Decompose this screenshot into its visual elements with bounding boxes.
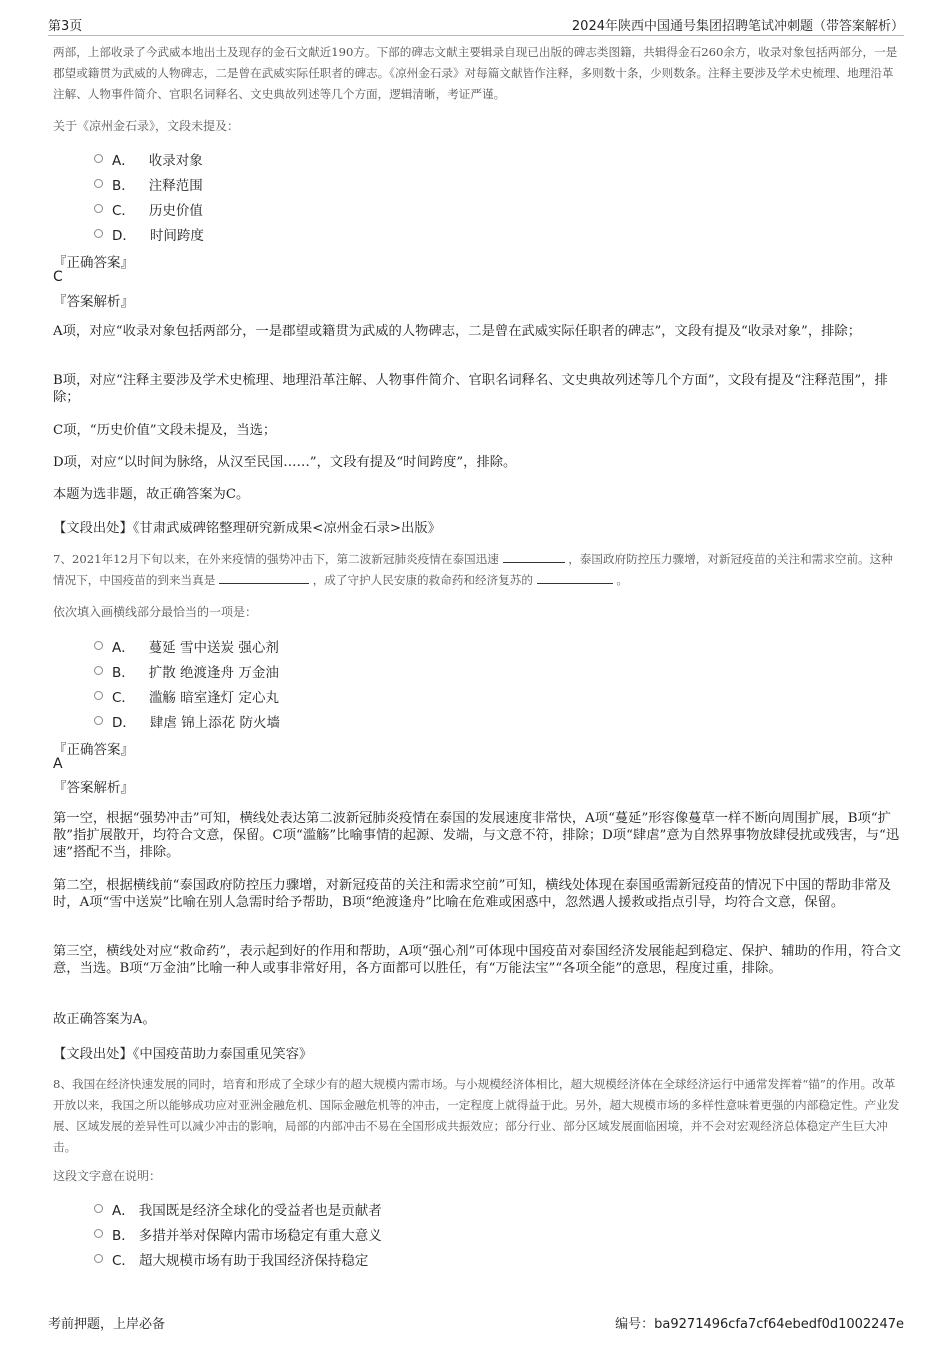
radio-icon[interactable] bbox=[94, 716, 103, 725]
q7-option-d[interactable]: D． 肆虐 锦上添花 防火墙 bbox=[94, 708, 280, 733]
q7-source: 【文段出处】《中国疫苗助力泰国重见笑容》 bbox=[53, 1047, 313, 1062]
q8-option-b[interactable]: B． 多措并举对保障内需市场稳定有重大意义 bbox=[94, 1221, 382, 1246]
q6-option-b[interactable]: B． 注释范围 bbox=[94, 171, 204, 196]
q6-source: 【文段出处】《甘肃武威碑铭整理研究新成果<凉州金石录>出版》 bbox=[53, 521, 441, 536]
q7-option-a[interactable]: A． 蔓延 雪中送炭 强心剂 bbox=[94, 633, 280, 658]
q7-options bbox=[94, 633, 280, 733]
q8-question: 这段文字意在说明： bbox=[53, 1169, 162, 1183]
document-title: 2024年陕西中国通号集团招聘笔试冲刺题（带答案解析） bbox=[571, 19, 904, 34]
q7-analysis-1: 第一空，根据“强势冲击”可知，横线处表达第二波新冠肺炎疫情在泰国的发展速度非常快，A项“蔓延”形容像蔓草一样不断向周围扩展，B项“扩散”指扩展散开，均符合文意，保留。C项“滥觞”比喻事情的起源、发端，与文意不符，排除；D项“肆虐”意为自然界事物放肆侵扰或残害，与“迅速”搭配不当，排除。 bbox=[53, 811, 900, 860]
q6-answer-label: 『正确答案』 bbox=[53, 255, 134, 271]
q7-analysis-3: 第三空，横线处对应“救命药”，表示起到好的作用和帮助，A项“强心剂”可体现中国疫苗对泰国经济发展能起到稳定、保护、辅助的作用，符合文意，当选。B项“万金油”比喻一种人或事非常好用，各方面都可以胜任，有“万能法宝”“各项全能”的意思，程度过重，排除。 bbox=[53, 944, 901, 976]
blank-2 bbox=[219, 572, 309, 584]
radio-icon[interactable] bbox=[94, 204, 103, 213]
q6-option-a[interactable]: A． 收录对象 bbox=[94, 146, 204, 171]
q6-analysis-a: A项，对应“收录对象包括两部分，一是郡望或籍贯为武威的人物碑志，二是曾在武威实际任职者的碑志”，文段有提及“收录对象”，排除； bbox=[53, 324, 862, 339]
q6-option-c[interactable]: C． 历史价值 bbox=[94, 196, 204, 221]
q8-option-a[interactable]: A． 我国既是经济全球化的受益者也是贡献者 bbox=[94, 1196, 382, 1221]
q6-conclusion: 本题为选非题，故正确答案为C。 bbox=[53, 487, 250, 502]
q7-option-c[interactable]: C． 滥觞 暗室逢灯 定心丸 bbox=[94, 683, 280, 708]
radio-icon[interactable] bbox=[94, 1204, 103, 1213]
page-footer bbox=[48, 1313, 904, 1333]
q6-answer: C bbox=[53, 269, 63, 285]
q6-analysis-d: D项，对应“以时间为脉络，从汉至民国……”，文段有提及“时间跨度”，排除。 bbox=[53, 455, 517, 470]
radio-icon[interactable] bbox=[94, 1229, 103, 1238]
q7-question: 依次填入画横线部分最恰当的一项是： bbox=[53, 605, 258, 619]
q7-answer: A bbox=[53, 756, 63, 772]
radio-icon[interactable] bbox=[94, 641, 103, 650]
radio-icon[interactable] bbox=[94, 691, 103, 700]
radio-icon[interactable] bbox=[94, 1254, 103, 1263]
footer-slogan: 考前押题，上岸必备 bbox=[48, 1317, 166, 1332]
page-header bbox=[48, 13, 904, 36]
document-id: 编号：ba9271496cfa7cf64ebedf0d1002247e bbox=[615, 1317, 904, 1332]
q7-stem: 7、2021年12月下旬以来，在外来疫情的强势冲击下，第二波新冠肺炎疫情在泰国迅速 ，泰国政府防控压力骤增，对新冠疫苗的关注和需求空前。这种情况下，中国疫苗的到来当真是 ，成了守护人民安康的救命药和经济复苏的 。 bbox=[53, 552, 893, 587]
q6-question: 关于《凉州金石录》，文段未提及： bbox=[53, 119, 240, 133]
q7-analysis-label: 『答案解析』 bbox=[53, 780, 134, 796]
q8-options bbox=[94, 1196, 382, 1271]
blank-3 bbox=[537, 572, 613, 584]
radio-icon[interactable] bbox=[94, 229, 103, 238]
blank-1 bbox=[503, 551, 565, 563]
radio-icon[interactable] bbox=[94, 666, 103, 675]
q6-analysis-b: B项，对应“注释主要涉及学术史梳理、地理沿革注解、人物事件简介、官职名词释名、文史典故列述等几个方面”，文段有提及“注释范围”，排除； bbox=[53, 373, 888, 405]
q7-answer-label: 『正确答案』 bbox=[53, 742, 134, 758]
q7-conclusion: 故正确答案为A。 bbox=[53, 1012, 156, 1027]
q6-analysis-c: C项，“历史价值”文段未提及，当选； bbox=[53, 423, 277, 438]
q7-option-b[interactable]: B． 扩散 绝渡逢舟 万金油 bbox=[94, 658, 280, 683]
q6-options bbox=[94, 146, 204, 246]
q8-stem: 8、我国在经济快速发展的同时，培育和形成了全球少有的超大规模内需市场。与小规模经济体相比，超大规模经济体在全球经济运行中通常发挥着“锚”的作用。改革开放以来，我国之所以能够成功应对亚洲金融危机、国际金融危机等的冲击，一定程度上就得益于此。另外，超大规模市场的多样性意味着更强的内部稳定性。产业发展、区域发展的差异性可以减少冲击的影响，局部的内部冲击不易在全国形成共振效应；部分行业、部分区域发展面临困境，并不会对宏观经济总体稳定产生巨大冲击。 bbox=[53, 1077, 900, 1154]
radio-icon[interactable] bbox=[94, 179, 103, 188]
q8-option-c[interactable]: C． 超大规模市场有助于我国经济保持稳定 bbox=[94, 1246, 382, 1271]
intro-passage: 两部，上部收录了今武威本地出土及现存的金石文献近190方。下部的碑志文献主要辑录自现已出版的碑志类图籍，共辑得金石260余方，收录对象包括两部分，一是郡望或籍贯为武威的人物碑志，二是曾在武威实际任职者的碑志。《凉州金石录》对每篇文献皆作注释，多则数十条，少则数条。注释主要涉及学术史梳理、地理沿革注解、人物事件简介、官职名词释名、文史典故列述等几个方面，逻辑清晰，考证严谨。 bbox=[53, 45, 898, 101]
radio-icon[interactable] bbox=[94, 154, 103, 163]
page-number: 第3页 bbox=[48, 19, 83, 34]
q6-analysis-label: 『答案解析』 bbox=[53, 294, 134, 310]
q6-option-d[interactable]: D． 时间跨度 bbox=[94, 221, 204, 246]
q7-analysis-2: 第二空，根据横线前“泰国政府防控压力骤增，对新冠疫苗的关注和需求空前”可知，横线处体现在泰国亟需新冠疫苗的情况下中国的帮助非常及时，A项“雪中送炭”比喻在别人急需时给予帮助，B项“绝渡逢舟”比喻在危难或困惑中，忽然遇人援救或指点引导，均符合文意，保留。 bbox=[53, 878, 891, 910]
